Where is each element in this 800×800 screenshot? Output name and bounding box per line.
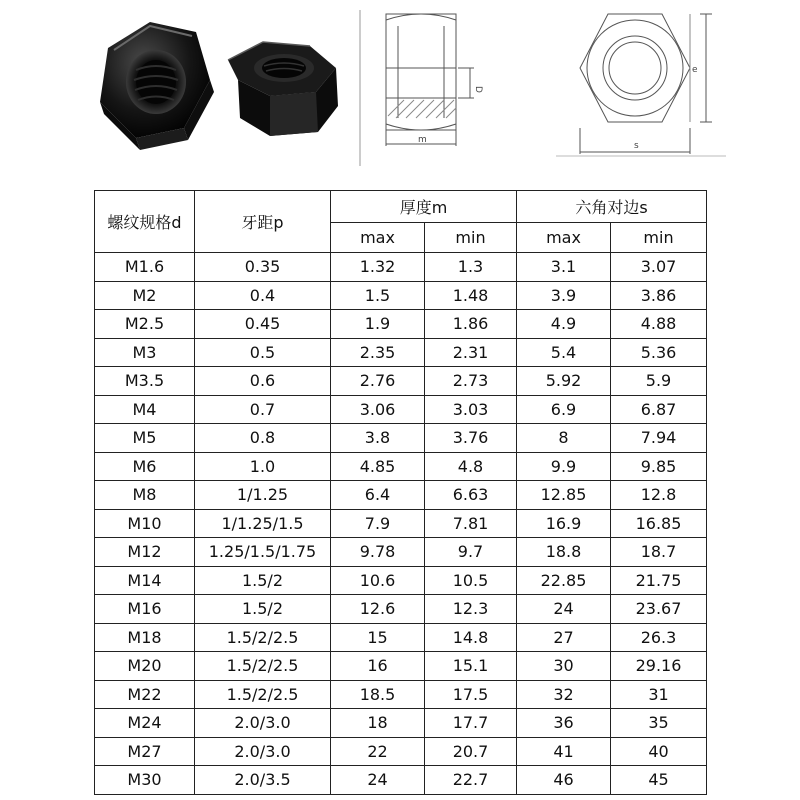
dimension-m-label: m bbox=[418, 135, 427, 145]
cell-thickness-max: 1.5 bbox=[331, 281, 425, 310]
table-row bbox=[95, 452, 707, 481]
cell-thickness-min: 2.73 bbox=[425, 367, 517, 396]
header-thickness-max: max bbox=[331, 223, 425, 253]
cell-thickness-max: 16 bbox=[331, 652, 425, 681]
cell-spec: M8 bbox=[95, 481, 195, 510]
cell-pitch: 1/1.25/1.5 bbox=[195, 509, 331, 538]
table-row bbox=[95, 338, 707, 367]
cell-thickness-max: 22 bbox=[331, 737, 425, 766]
cell-across-flats-max: 8 bbox=[517, 424, 611, 453]
cell-spec: M4 bbox=[95, 395, 195, 424]
cell-thickness-min: 20.7 bbox=[425, 737, 517, 766]
table-row bbox=[95, 623, 707, 652]
table-row bbox=[95, 281, 707, 310]
cell-across-flats-max: 41 bbox=[517, 737, 611, 766]
table-row bbox=[95, 652, 707, 681]
cell-across-flats-min: 4.88 bbox=[611, 310, 707, 339]
cell-thickness-max: 9.78 bbox=[331, 538, 425, 567]
header-across-flats-max: max bbox=[517, 223, 611, 253]
cell-across-flats-min: 45 bbox=[611, 766, 707, 795]
cell-pitch: 1.25/1.5/1.75 bbox=[195, 538, 331, 567]
cell-thickness-min: 6.63 bbox=[425, 481, 517, 510]
cell-thickness-max: 6.4 bbox=[331, 481, 425, 510]
cell-pitch: 0.8 bbox=[195, 424, 331, 453]
cell-pitch: 0.5 bbox=[195, 338, 331, 367]
cell-thickness-min: 10.5 bbox=[425, 566, 517, 595]
cell-spec: M10 bbox=[95, 509, 195, 538]
cell-thickness-max: 15 bbox=[331, 623, 425, 652]
cell-spec: M24 bbox=[95, 709, 195, 738]
dimension-s-label: s bbox=[634, 141, 639, 151]
cell-spec: M20 bbox=[95, 652, 195, 681]
cell-thickness-max: 18 bbox=[331, 709, 425, 738]
cell-thickness-min: 3.76 bbox=[425, 424, 517, 453]
cell-thickness-min: 1.3 bbox=[425, 253, 517, 282]
cell-across-flats-min: 3.86 bbox=[611, 281, 707, 310]
cell-across-flats-min: 18.7 bbox=[611, 538, 707, 567]
cell-across-flats-max: 6.9 bbox=[517, 395, 611, 424]
cell-pitch: 1.5/2 bbox=[195, 595, 331, 624]
table-row bbox=[95, 766, 707, 795]
table-row bbox=[95, 595, 707, 624]
cell-thickness-max: 2.76 bbox=[331, 367, 425, 396]
dimension-e-label: e bbox=[692, 65, 698, 75]
cell-pitch: 0.35 bbox=[195, 253, 331, 282]
cell-across-flats-min: 23.67 bbox=[611, 595, 707, 624]
cell-pitch: 1.5/2 bbox=[195, 566, 331, 595]
cell-thickness-min: 12.3 bbox=[425, 595, 517, 624]
cell-thickness-min: 7.81 bbox=[425, 509, 517, 538]
cell-thickness-max: 18.5 bbox=[331, 680, 425, 709]
cell-pitch: 2.0/3.0 bbox=[195, 737, 331, 766]
table-row bbox=[95, 253, 707, 282]
header-thickness: 厚度m bbox=[331, 191, 517, 223]
top-view-drawing bbox=[556, 6, 726, 168]
cell-across-flats-max: 12.85 bbox=[517, 481, 611, 510]
table-row bbox=[95, 509, 707, 538]
cell-thickness-max: 12.6 bbox=[331, 595, 425, 624]
cell-pitch: 1.5/2/2.5 bbox=[195, 652, 331, 681]
cell-thickness-min: 2.31 bbox=[425, 338, 517, 367]
cell-thickness-min: 1.48 bbox=[425, 281, 517, 310]
table-row bbox=[95, 566, 707, 595]
cell-thickness-min: 9.7 bbox=[425, 538, 517, 567]
cell-spec: M3 bbox=[95, 338, 195, 367]
cell-pitch: 1/1.25 bbox=[195, 481, 331, 510]
cell-pitch: 1.5/2/2.5 bbox=[195, 623, 331, 652]
side-view-drawing bbox=[358, 6, 520, 168]
cell-spec: M16 bbox=[95, 595, 195, 624]
cell-thickness-min: 14.8 bbox=[425, 623, 517, 652]
cell-across-flats-max: 32 bbox=[517, 680, 611, 709]
cell-thickness-min: 15.1 bbox=[425, 652, 517, 681]
cell-across-flats-min: 35 bbox=[611, 709, 707, 738]
hex-nut-front bbox=[100, 22, 214, 150]
cell-thickness-max: 1.32 bbox=[331, 253, 425, 282]
header-spec: 螺纹规格d bbox=[95, 191, 195, 253]
table-row bbox=[95, 737, 707, 766]
table-row bbox=[95, 367, 707, 396]
cell-thickness-max: 2.35 bbox=[331, 338, 425, 367]
cell-across-flats-min: 16.85 bbox=[611, 509, 707, 538]
table-row bbox=[95, 680, 707, 709]
cell-pitch: 0.45 bbox=[195, 310, 331, 339]
cell-spec: M2 bbox=[95, 281, 195, 310]
cell-across-flats-min: 5.36 bbox=[611, 338, 707, 367]
cell-thickness-max: 3.06 bbox=[331, 395, 425, 424]
cell-thickness-max: 4.85 bbox=[331, 452, 425, 481]
cell-thickness-min: 3.03 bbox=[425, 395, 517, 424]
cell-thickness-max: 1.9 bbox=[331, 310, 425, 339]
cell-thickness-min: 22.7 bbox=[425, 766, 517, 795]
dimension-d-label: D bbox=[473, 86, 483, 93]
cell-spec: M18 bbox=[95, 623, 195, 652]
cell-pitch: 0.6 bbox=[195, 367, 331, 396]
header-across-flats-min: min bbox=[611, 223, 707, 253]
cell-across-flats-max: 30 bbox=[517, 652, 611, 681]
cell-across-flats-min: 6.87 bbox=[611, 395, 707, 424]
cell-spec: M12 bbox=[95, 538, 195, 567]
table-row bbox=[95, 310, 707, 339]
cell-across-flats-max: 5.92 bbox=[517, 367, 611, 396]
cell-across-flats-min: 21.75 bbox=[611, 566, 707, 595]
cell-pitch: 0.7 bbox=[195, 395, 331, 424]
cell-across-flats-max: 3.9 bbox=[517, 281, 611, 310]
cell-across-flats-max: 4.9 bbox=[517, 310, 611, 339]
cell-thickness-min: 1.86 bbox=[425, 310, 517, 339]
cell-thickness-min: 4.8 bbox=[425, 452, 517, 481]
cell-pitch: 1.0 bbox=[195, 452, 331, 481]
cell-spec: M1.6 bbox=[95, 253, 195, 282]
hex-nut-back bbox=[228, 42, 338, 136]
cell-across-flats-max: 46 bbox=[517, 766, 611, 795]
cell-thickness-max: 24 bbox=[331, 766, 425, 795]
cell-spec: M22 bbox=[95, 680, 195, 709]
header-illustrations bbox=[0, 0, 800, 180]
cell-thickness-min: 17.7 bbox=[425, 709, 517, 738]
cell-across-flats-min: 26.3 bbox=[611, 623, 707, 652]
cell-across-flats-min: 7.94 bbox=[611, 424, 707, 453]
cell-spec: M3.5 bbox=[95, 367, 195, 396]
hex-nuts-photo bbox=[88, 10, 348, 160]
cell-across-flats-max: 9.9 bbox=[517, 452, 611, 481]
cell-across-flats-min: 5.9 bbox=[611, 367, 707, 396]
cell-pitch: 1.5/2/2.5 bbox=[195, 680, 331, 709]
header-across-flats: 六角对边s bbox=[517, 191, 707, 223]
cell-across-flats-max: 27 bbox=[517, 623, 611, 652]
cell-thickness-max: 7.9 bbox=[331, 509, 425, 538]
hex-nut-spec-table bbox=[94, 190, 707, 795]
cell-spec: M14 bbox=[95, 566, 195, 595]
cell-spec: M6 bbox=[95, 452, 195, 481]
cell-spec: M30 bbox=[95, 766, 195, 795]
header-pitch: 牙距p bbox=[195, 191, 331, 253]
cell-thickness-min: 17.5 bbox=[425, 680, 517, 709]
cell-across-flats-min: 29.16 bbox=[611, 652, 707, 681]
cell-across-flats-max: 3.1 bbox=[517, 253, 611, 282]
cell-spec: M2.5 bbox=[95, 310, 195, 339]
cell-across-flats-max: 24 bbox=[517, 595, 611, 624]
header-thickness-min: min bbox=[425, 223, 517, 253]
table-row bbox=[95, 709, 707, 738]
cell-across-flats-max: 36 bbox=[517, 709, 611, 738]
cell-across-flats-min: 12.8 bbox=[611, 481, 707, 510]
cell-pitch: 2.0/3.0 bbox=[195, 709, 331, 738]
cell-across-flats-min: 3.07 bbox=[611, 253, 707, 282]
cell-across-flats-max: 22.85 bbox=[517, 566, 611, 595]
cell-across-flats-min: 40 bbox=[611, 737, 707, 766]
table-row bbox=[95, 538, 707, 567]
cell-pitch: 0.4 bbox=[195, 281, 331, 310]
cell-across-flats-min: 31 bbox=[611, 680, 707, 709]
cell-spec: M5 bbox=[95, 424, 195, 453]
table-row bbox=[95, 395, 707, 424]
cell-across-flats-max: 18.8 bbox=[517, 538, 611, 567]
table-body bbox=[95, 253, 707, 795]
cell-across-flats-max: 16.9 bbox=[517, 509, 611, 538]
cell-across-flats-min: 9.85 bbox=[611, 452, 707, 481]
cell-pitch: 2.0/3.5 bbox=[195, 766, 331, 795]
table-row bbox=[95, 481, 707, 510]
cell-across-flats-max: 5.4 bbox=[517, 338, 611, 367]
cell-thickness-max: 10.6 bbox=[331, 566, 425, 595]
cell-spec: M27 bbox=[95, 737, 195, 766]
table-row bbox=[95, 424, 707, 453]
cell-thickness-max: 3.8 bbox=[331, 424, 425, 453]
